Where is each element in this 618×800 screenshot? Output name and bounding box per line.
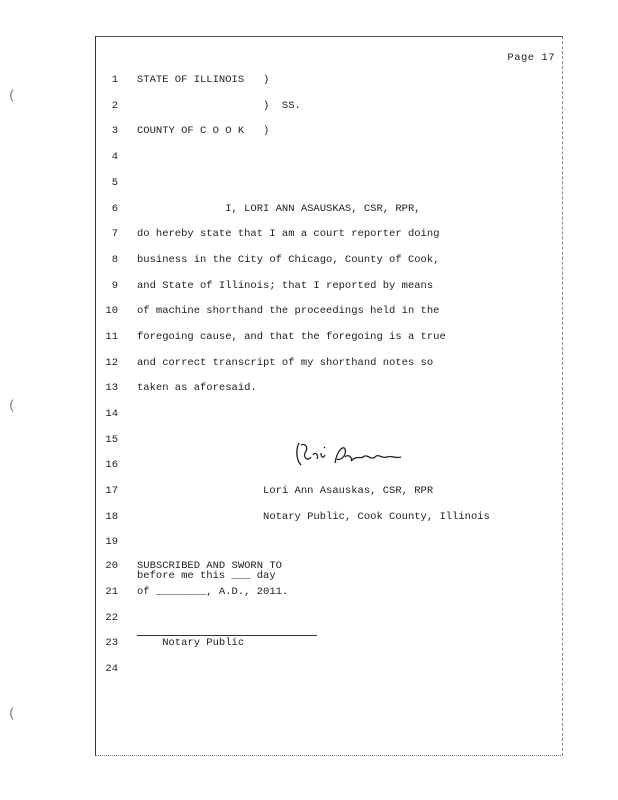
transcript-line-17 (96, 485, 564, 499)
line-text: and correct transcript of my shorthand notes so (137, 357, 434, 369)
notary-signature-line (137, 635, 317, 636)
transcript-line-8 (96, 254, 564, 268)
line-text: Notary Public (137, 637, 245, 649)
margin-mark-bottom: ( (8, 706, 16, 721)
line-text: do hereby state that I am a court reporter doing (137, 228, 440, 240)
margin-mark-top: ( (8, 88, 16, 103)
line-number: 6 (111, 203, 118, 215)
transcript-line-1 (96, 74, 564, 88)
transcript-line-2 (96, 100, 564, 114)
transcript-line-13 (96, 382, 564, 396)
line-number: 23 (105, 637, 118, 649)
transcript-line-23 (96, 637, 564, 651)
line-text: taken as aforesaid. (137, 382, 257, 394)
line-number: 3 (111, 125, 118, 137)
line-text: Notary Public, Cook County, Illinois (137, 511, 490, 523)
transcript-line-20 (96, 560, 564, 582)
line-text: COUNTY OF C O O K ) (137, 125, 270, 137)
transcript-line-24 (96, 663, 564, 677)
line-text: SUBSCRIBED AND SWORN TO (137, 560, 282, 572)
transcript-line-5 (96, 177, 564, 191)
margin-mark-middle: ( (8, 398, 16, 413)
line-text: of ________, A.D., 2011. (137, 586, 289, 598)
handwritten-signature (291, 437, 411, 473)
line-number: 19 (105, 536, 118, 548)
transcript-line-3 (96, 125, 564, 139)
transcript-page (95, 36, 563, 756)
transcript-line-10 (96, 305, 564, 319)
transcript-line-11 (96, 331, 564, 345)
transcript-line-21 (96, 586, 564, 600)
transcript-line-9 (96, 280, 564, 294)
transcript-line-18 (96, 511, 564, 525)
line-text: Lori Ann Asauskas, CSR, RPR (137, 485, 434, 497)
line-number: 8 (111, 254, 118, 266)
line-text-continuation: before me this ___ day (137, 570, 276, 582)
transcript-line-14 (96, 408, 564, 422)
line-number: 20 (105, 560, 118, 572)
transcript-line-19 (96, 536, 564, 550)
line-text: foregoing cause, and that the foregoing is a true (137, 331, 446, 343)
line-number: 15 (105, 434, 118, 446)
line-number: 17 (105, 485, 118, 497)
line-text: ) SS. (137, 100, 301, 112)
transcript-line-4 (96, 151, 564, 165)
line-number: 22 (105, 612, 118, 624)
line-number: 7 (111, 228, 118, 240)
line-text: of machine shorthand the proceedings held in the (137, 305, 440, 317)
line-number: 13 (105, 382, 118, 394)
line-number: 24 (105, 663, 118, 675)
transcript-line-6 (96, 203, 564, 217)
line-number: 11 (105, 331, 118, 343)
line-text: business in the City of Chicago, County of Cook, (137, 254, 440, 266)
transcript-line-7 (96, 228, 564, 242)
transcript-line-22 (96, 612, 564, 626)
line-number: 18 (105, 511, 118, 523)
line-number: 16 (105, 459, 118, 471)
line-number: 2 (111, 100, 118, 112)
page-number: Page 17 (507, 52, 555, 64)
line-text: I, LORI ANN ASAUSKAS, CSR, RPR, (137, 203, 421, 215)
line-number: 5 (111, 177, 118, 189)
line-number: 10 (105, 305, 118, 317)
transcript-line-12 (96, 357, 564, 371)
line-number: 1 (111, 74, 118, 86)
line-text: and State of Illinois; that I reported by means (137, 280, 434, 292)
line-number: 14 (105, 408, 118, 420)
line-number: 12 (105, 357, 118, 369)
line-number: 9 (111, 280, 118, 292)
line-text: STATE OF ILLINOIS ) (137, 74, 270, 86)
line-number: 4 (111, 151, 118, 163)
line-number: 21 (105, 586, 118, 598)
